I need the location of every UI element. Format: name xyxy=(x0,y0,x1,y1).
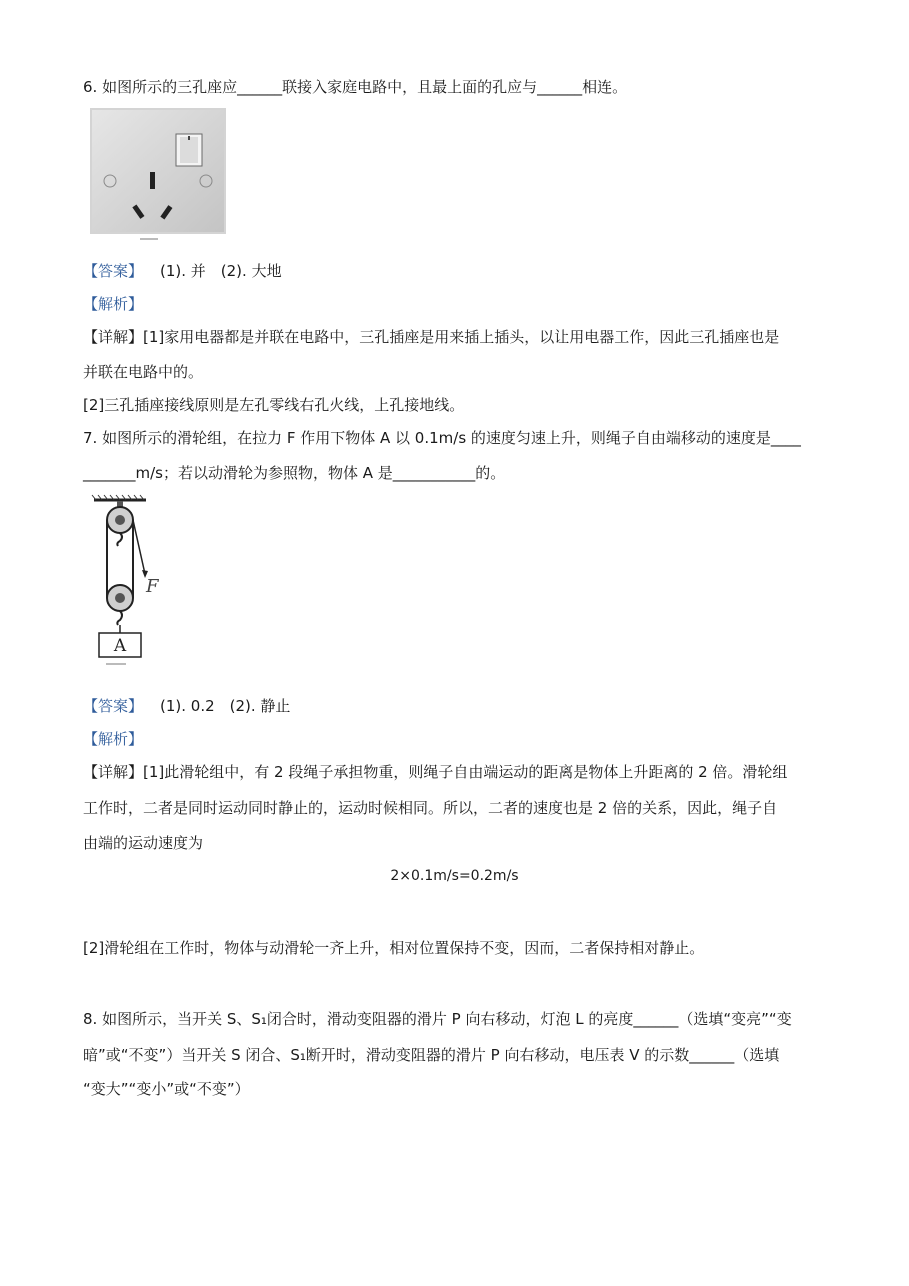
q7-detail-line-4: [2]滑轮组在工作时，物体与动滑轮一齐上升，相对位置保持不变，因而，二者保持相对静止。 xyxy=(83,939,705,957)
q7-question-line-2: _______m/s；若以动滑轮为参照物，物体 A 是___________的。 xyxy=(83,464,506,482)
q6-answer-tag: 【答案】 xyxy=(83,262,144,280)
q6-answer-text: (1). 并 (2). 大地 xyxy=(160,262,282,280)
q7-detail-line-2: 工作时，二者是同时运动同时静止的，运动时候相同。所以，二者的速度也是 2 倍的关系，因此，绳子自 xyxy=(83,799,778,817)
q7-question-line-1: 7. 如图所示的滑轮组，在拉力 F 作用下物体 A 以 0.1m/s 的速度匀速上升，则绳子自由端移动的速度是____ xyxy=(83,429,801,447)
q7-analysis-tag: 【解析】 xyxy=(83,730,144,748)
q7-detail-line-3: 由端的运动速度为 xyxy=(83,834,204,852)
q7-detail-line-1: 【详解】[1]此滑轮组中，有 2 段绳子承担物重，则绳子自由端运动的距离是物体上升距离的 2 倍。滑轮组 xyxy=(83,763,788,781)
q6-analysis-tag: 【解析】 xyxy=(83,295,144,313)
q8-line-2: 暗”或“不变”）当开关 S 闭合、S₁断开时，滑动变阻器的滑片 P 向右移动，电压表 V 的示数______（选填 xyxy=(83,1046,780,1064)
q7-answer-tag: 【答案】 xyxy=(83,697,144,715)
q7-formula: 2×0.1m/s=0.2m/s xyxy=(390,868,519,884)
q6-question: 6. 如图所示的三孔座应______联接入家庭电路中，且最上面的孔应与______相连。 xyxy=(83,78,628,96)
pulley-label-f: F xyxy=(146,576,159,597)
pulley-label-a: A xyxy=(113,636,127,656)
q6-detail-line-1: 【详解】[1]家用电器都是并联在电路中，三孔插座是用来插上插头，以让用电器工作，因此三孔插座也是 xyxy=(83,328,780,346)
socket-figure xyxy=(90,108,226,242)
q7-answer-text: (1). 0.2 (2). 静止 xyxy=(160,697,291,715)
pulley-figure xyxy=(90,494,170,666)
q8-line-3: “变大”“变小”或“不变”） xyxy=(83,1080,250,1098)
q6-detail-line-3: [2]三孔插座接线原则是左孔零线右孔火线，上孔接地线。 xyxy=(83,396,465,414)
q8-line-1: 8. 如图所示，当开关 S、S₁闭合时，滑动变阻器的滑片 P 向右移动，灯泡 L 的亮度______（选填“变亮”“变 xyxy=(83,1010,792,1028)
q6-detail-line-2: 并联在电路中的。 xyxy=(83,363,204,381)
